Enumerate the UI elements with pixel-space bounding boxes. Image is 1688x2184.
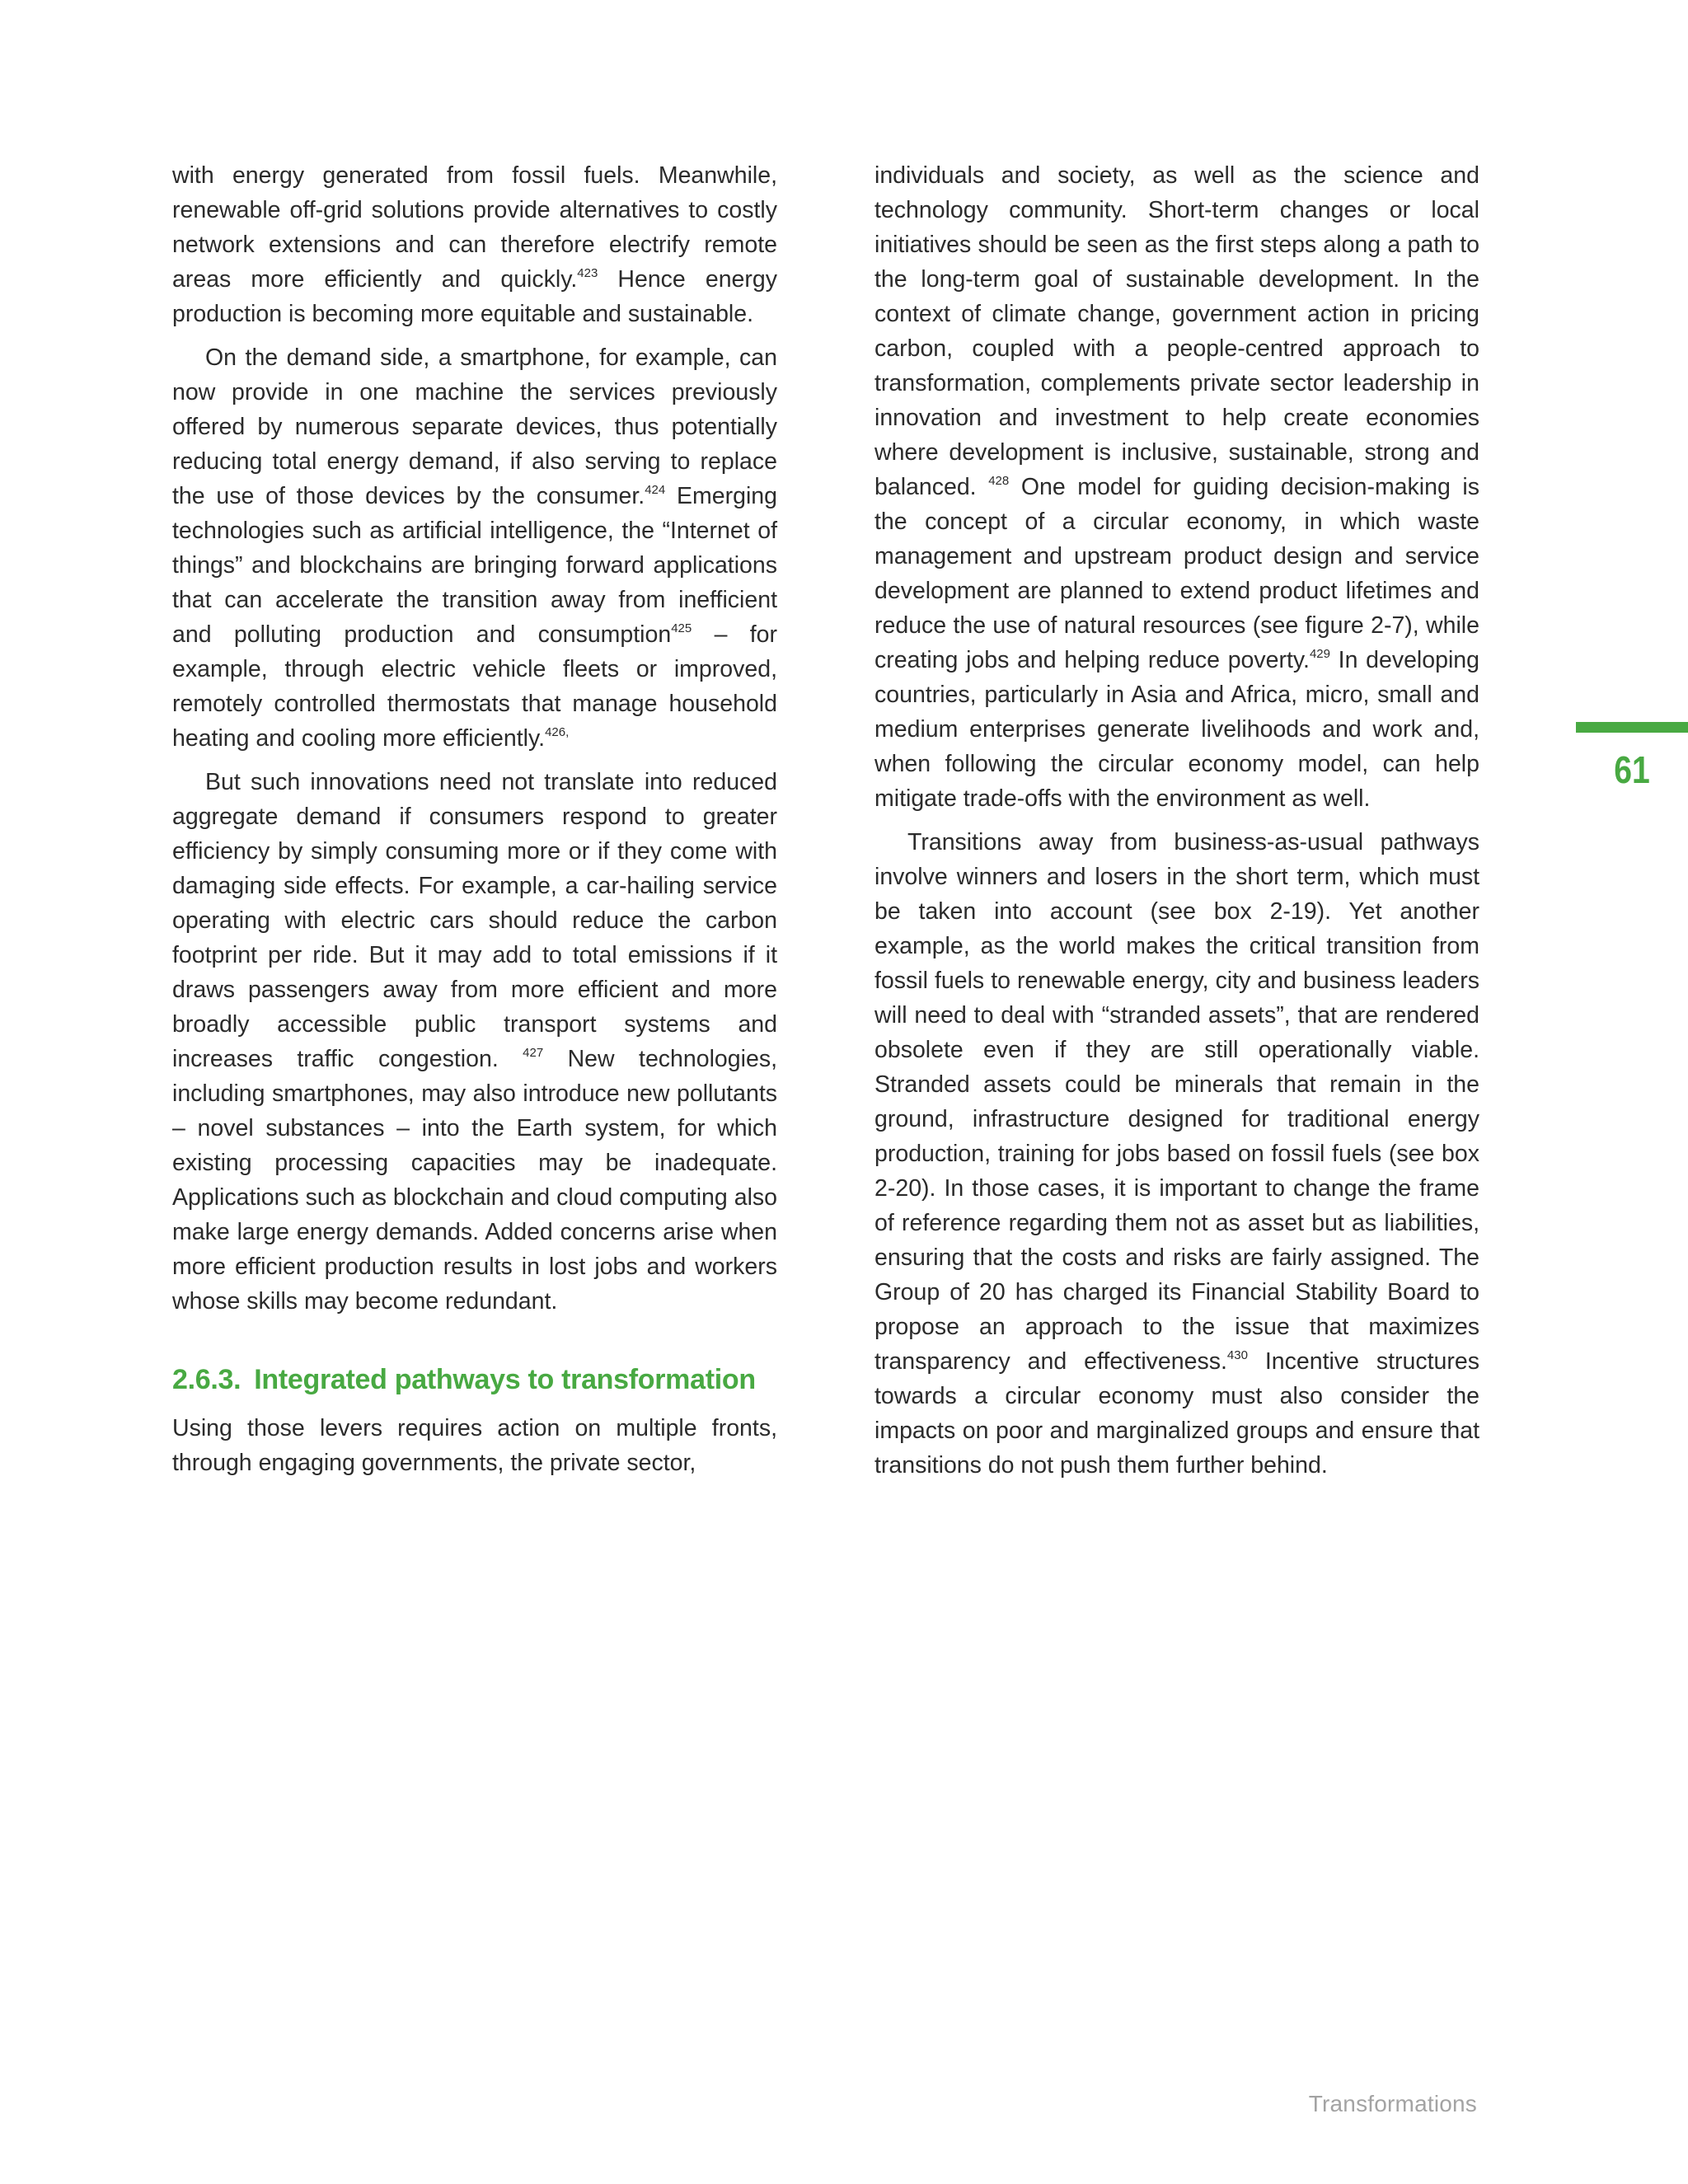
footnote-ref[interactable]: 430	[1226, 1348, 1248, 1362]
text-run: On the demand side, a smartphone, for example, can now provide in one machine the services previously offered by numerous separate devices, thus potentially reducing total energy demand, if also serving to replace the use of those devices by the consumer.	[172, 344, 777, 509]
footnote-ref[interactable]: 426,	[545, 725, 570, 739]
paragraph	[172, 765, 777, 1319]
text-run: New technologies, including smartphones, may also introduce new pollutants – novel substances – into the Earth system, for which existing processing capacities may be inadequate. Applications such as blockchain and cloud computing also make large energy demands. Added concerns arise when more efficient production results in lost jobs and workers whose skills may become redundant.	[172, 1046, 777, 1315]
text-run: Transitions away from business-as-usual pathways involve winners and losers in the short term, which must be taken into account (see box 2-19). Yet another example, as the world makes the critical transition from fossil fuels to renewable energy, city and business leaders will need to deal with “stranded assets”, that are rendered obsolete even if they are still operationally viable. Stranded assets could be minerals that remain in the ground, infrastructure designed for traditional energy production, training for jobs based on fossil fuels (see box 2-20). In those cases, it is important to change the frame of reference regarding them not as asset but as liabilities, ensuring that the costs and risks are fairly assigned. The Group of 20 has charged its Financial Stability Board to propose an approach to the issue that maximizes transparency and effectiveness.	[874, 829, 1479, 1375]
right-text-column	[874, 158, 1479, 1492]
paragraph	[172, 158, 777, 331]
left-text-column	[172, 158, 777, 1489]
paragraph	[874, 825, 1479, 1483]
footnote-ref[interactable]: 424	[645, 483, 666, 497]
paragraph	[172, 340, 777, 756]
section-heading	[172, 1361, 777, 1398]
footnote-ref[interactable]: 428	[988, 474, 1010, 488]
text-run: Incentive structures towards a circular economy must also consider the impacts on poor and marginalized groups and ensure that transitions do not push them further behind.	[874, 1348, 1479, 1479]
text-run: One model for guiding decision-making is the concept of a circular economy, in which waste management and upstream product design and service development are planned to extend product lifetimes and reduce the use of natural resources (see figure 2-7), while creating jobs and helping reduce poverty.	[874, 474, 1479, 673]
text-run: individuals and society, as well as the science and technology community. Short-term changes or local initiatives should be seen as the first steps along a path to the long-term goal of sustainable development. In the context of climate change, government action in pricing carbon, coupled with a people-centred approach to transformation, complements private sector leadership in innovation and investment to help create economies where development is inclusive, sustainable, strong and balanced.	[874, 162, 1479, 500]
page-marker-bar	[1576, 722, 1688, 733]
running-footer: Transformations	[1308, 2091, 1477, 2116]
text-run: Hence energy production is becoming more equitable and sustainable.	[172, 266, 777, 327]
section-title: Integrated pathways to transformation	[254, 1364, 756, 1395]
footnote-ref[interactable]: 425	[671, 621, 692, 635]
paragraph	[172, 1411, 777, 1480]
footnote-ref[interactable]: 429	[1309, 647, 1330, 661]
text-run: Emerging technologies such as artificial intelligence, the “Internet of things” and blockchains are bringing forward applications that can accelerate the transition away from inefficient and polluting production and consumption	[172, 483, 777, 648]
text-run: Using those levers requires action on multiple fronts, through engaging governments, the private sector,	[172, 1415, 777, 1476]
page-number: 61	[1614, 748, 1650, 791]
text-run: But such innovations need not translate into reduced aggregate demand if consumers respond to greater efficiency by simply consuming more or if they come with damaging side effects. For example, a car-hailing service operating with electric cars should reduce the carbon footprint per ride. But it may add to total emissions if it draws passengers away from more efficient and more broadly accessible public transport systems and increases traffic congestion.	[172, 769, 777, 1072]
text-run: In developing countries, particularly in Asia and Africa, micro, small and medium enterprises generate livelihoods and work and, when following the circular economy model, can help mitigate trade-offs with the environment as well.	[874, 647, 1479, 812]
footnote-ref[interactable]: 427	[523, 1046, 544, 1060]
section-number: 2.6.3.	[172, 1364, 241, 1395]
paragraph	[874, 158, 1479, 816]
text-run: – for example, through electric vehicle fleets or improved, remotely controlled thermostats that manage household heating and cooling more efficiently.	[172, 621, 777, 752]
text-run: with energy generated from fossil fuels. Meanwhile, renewable off-grid solutions provide alternatives to costly network extensions and can therefore electrify remote areas more efficiently and quickly.	[172, 162, 777, 293]
footnote-ref[interactable]: 423	[577, 266, 598, 280]
